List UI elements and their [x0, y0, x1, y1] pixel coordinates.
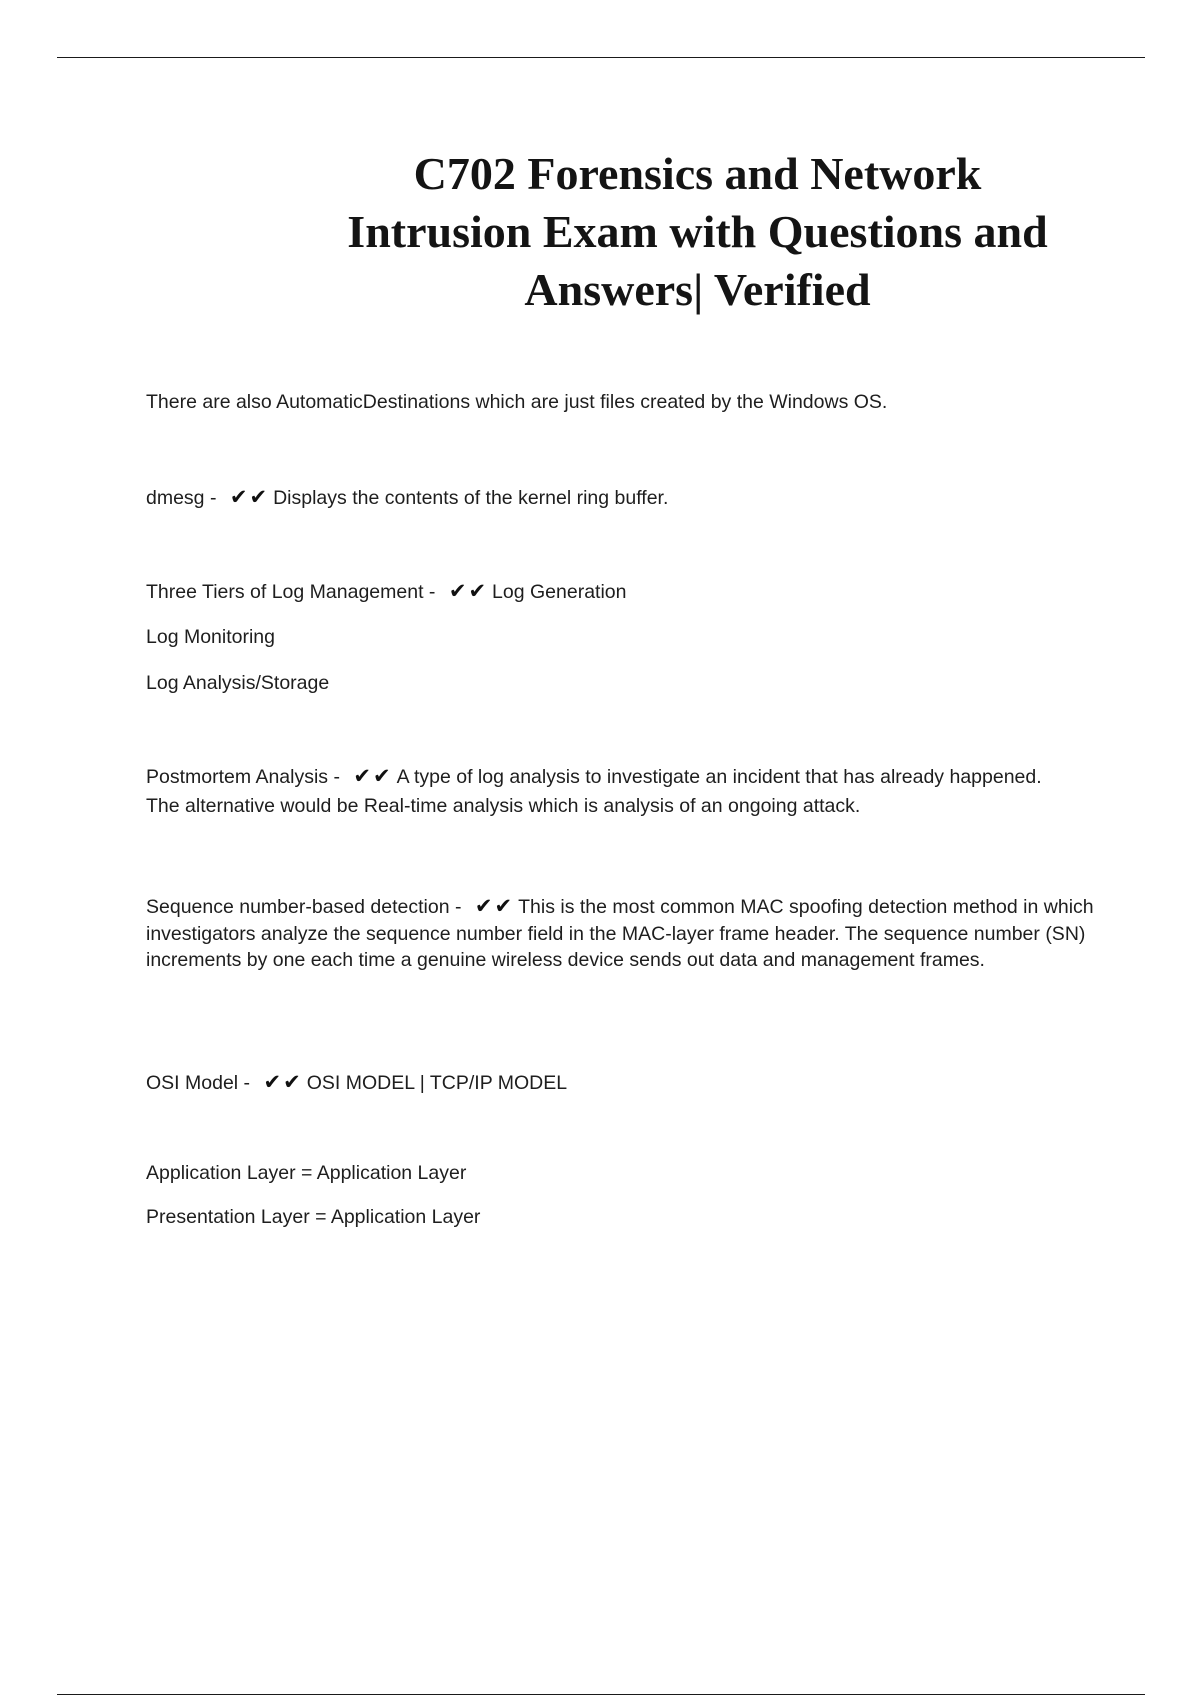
double-check-icon: [230, 484, 269, 511]
qa-log-tiers: [146, 578, 1096, 606]
double-check-icon: [353, 763, 392, 790]
double-check-icon: [475, 894, 514, 921]
check-icon: ✔: [249, 486, 270, 509]
qa-continuation: The alternative would be Real-time analysis which is analysis of an ongoing attack.: [146, 795, 861, 817]
check-icon: ✔: [373, 765, 393, 788]
check-icon: ✔: [494, 895, 515, 918]
check-icon: ✔: [353, 765, 374, 788]
qa-continuation: Application Layer = Application Layer: [146, 1162, 467, 1184]
qa-postmortem: [146, 763, 1096, 791]
check-icon: ✔: [229, 486, 250, 509]
qa-osi-model: [146, 1069, 1096, 1097]
qa-answer: A type of log analysis to investigate an incident that has already happened.: [396, 766, 1042, 788]
qa-continuation: Log Analysis/Storage: [146, 672, 330, 694]
double-check-icon: [263, 1069, 302, 1096]
qa-continuation: Presentation Layer = Application Layer: [146, 1206, 481, 1228]
qa-answer: Log Generation: [492, 581, 627, 603]
qa-term: Sequence number-based detection -: [146, 896, 462, 918]
qa-sequence-detection: [146, 894, 1096, 974]
qa-term: OSI Model -: [146, 1072, 251, 1094]
check-icon: ✔: [448, 580, 469, 603]
document-title: [300, 145, 1095, 319]
qa-answer: Displays the contents of the kernel ring buffer.: [273, 487, 669, 509]
intro-text: There are also AutomaticDestinations which are just files created by the Windows OS.: [146, 391, 888, 413]
qa-continuation: Log Monitoring: [146, 626, 275, 648]
check-icon: ✔: [468, 580, 489, 603]
title-line-3: Answers| Verified: [524, 264, 871, 315]
check-icon: ✔: [283, 1071, 303, 1094]
qa-term: Three Tiers of Log Management -: [146, 581, 436, 603]
qa-dmesg: [146, 484, 1096, 512]
qa-term: dmesg -: [146, 487, 217, 509]
qa-answer: This is the most common MAC spoofing detection method in which investigators analyze the sequence number field in the MAC-layer frame header. The sequence number (SN) increments by one each time a genuine wireless device sends out data and management frames.: [146, 896, 1094, 971]
check-icon: ✔: [263, 1071, 284, 1094]
title-line-1: C702 Forensics and Network: [413, 148, 982, 199]
qa-answer: OSI MODEL | TCP/IP MODEL: [306, 1072, 568, 1094]
qa-term: Postmortem Analysis -: [146, 766, 340, 788]
double-check-icon: [449, 578, 488, 605]
top-rule: [57, 57, 1145, 58]
bottom-rule: [57, 1694, 1145, 1695]
title-line-2: Intrusion Exam with Questions and: [347, 206, 1048, 257]
check-icon: ✔: [474, 895, 495, 918]
